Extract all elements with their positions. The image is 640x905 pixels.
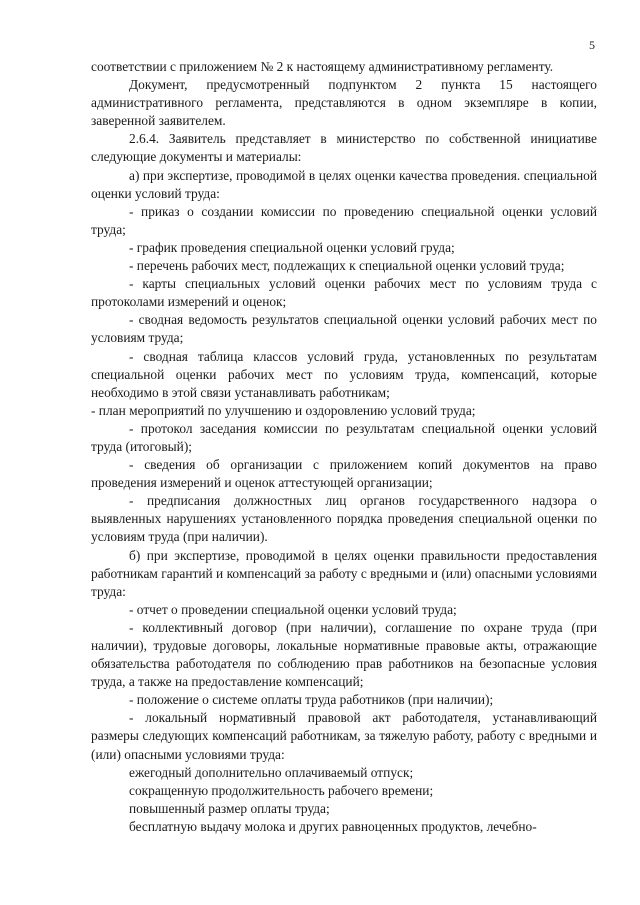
page-number: 5 (589, 38, 595, 52)
subsection-b: б) при экспертизе, проводимой в целях оценки правильности предоставления работникам гарантий и компенсаций за работу с вредными и (или) опасными условиями труда: (91, 547, 597, 599)
compensation-item: бесплатную выдачу молока и других равноценных продуктов, лечебно- (129, 818, 537, 834)
paragraph: Документ, предусмотренный подпунктом 2 пункта 15 настоящего административного регламента, представляются в одном экземпляре в копии, заверенной заявителем. (91, 77, 597, 129)
bullet-item: - локальный нормативный правовой акт работодателя, устанавливающий размеры следующих компенсаций работникам, за тяжелую работу, работу с вредными и (или) опасными условиями труда: (91, 710, 597, 762)
compensation-item: повышенный размер оплаты труда; (129, 800, 330, 816)
bullet-item: - перечень рабочих мест, подлежащих к специальной оценки условий труда; (129, 258, 565, 274)
bullet-item: - сводная ведомость результатов специальной оценки условий рабочих мест по условиям труда; (91, 312, 597, 346)
document-body (91, 58, 597, 836)
bullet-item: - отчет о проведении специальной оценки условий труда; (129, 601, 457, 617)
bullet-item: - коллективный договор (при наличии), соглашение по охране труда (при наличии), трудовые договоры, локальные нормативные правовые акты, отражающие обязательства работодателя по соблюдению прав работников на безопасные условия труда, а также на предоставление компенсаций; (91, 619, 597, 690)
section-2-6-4: 2.6.4. Заявитель представляет в министерство по собственной инициативе следующие документы и материалы: (91, 131, 597, 165)
compensation-item: сокращенную продолжительность рабочего времени; (129, 782, 434, 798)
bullet-item: - карты специальных условий оценки рабочих мест по условиям труда с протоколами измерений и оценок; (91, 276, 597, 310)
subsection-a: а) при экспертизе, проводимой в целях оценки качества проведения. специальной оценки условий труда: (91, 167, 597, 201)
paragraph: соответствии с приложением № 2 к настоящему административному регламенту. (91, 59, 554, 74)
bullet-item: - сведения об организации с приложением копий документов на право проведения измерений и оценок аттестующей организации; (91, 457, 597, 491)
compensation-item: ежегодный дополнительно оплачиваемый отпуск; (129, 764, 414, 780)
bullet-item: - протокол заседания комиссии по результатам специальной оценки условий труда (итоговый); (91, 420, 597, 454)
bullet-item: - сводная таблица классов условий груда, установленных по результатам специальной оценки рабочих мест по условиям труда, компенсаций, которые необходимо в этой связи устанавливать работникам; (91, 348, 597, 400)
bullet-item: - предписания должностных лиц органов государственного надзора о выявленных нарушениях установленного порядка проведения специальной оценки по условиям труда (при наличии). (91, 493, 597, 545)
bullet-item: - план мероприятий по улучшению и оздоровлению условий труда; (91, 402, 476, 418)
bullet-item: - приказ о создании комиссии по проведению специальной оценки условий труда; (91, 203, 597, 237)
bullet-item: - график проведения специальной оценки условий груда; (129, 239, 455, 255)
bullet-item: - положение о системе оплаты труда работников (при наличии); (129, 692, 494, 708)
